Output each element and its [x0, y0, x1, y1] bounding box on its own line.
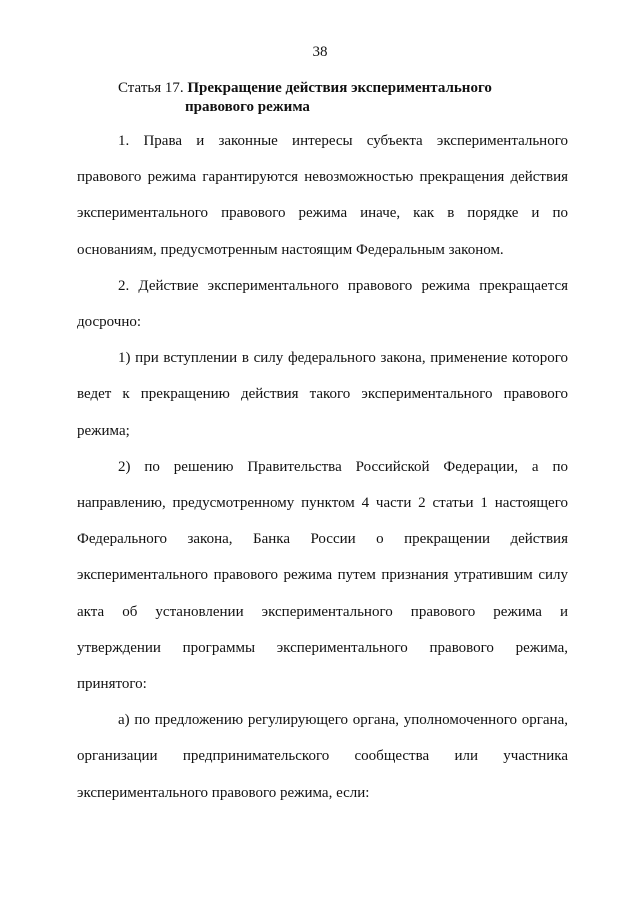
- article-heading: [118, 79, 492, 117]
- article-title-line-2: правового режима: [185, 99, 310, 115]
- paragraph-4: 2) по решению Правительства Российской Федерации, а по направлению, предусмотренному пунктом 4 части 2 статьи 1 настоящего Федерального закона, Банка России о прекращении действия экспериментального правового режима путем признания утратившим силу акта об установлении экспериментального правового режима и утверждении программы экспериментального правового режима, принятого:: [77, 458, 568, 693]
- paragraph-2: 2. Действие экспериментального правового режима прекращается досрочно:: [77, 277, 568, 331]
- article-body: [77, 123, 568, 811]
- page-number: 38: [312, 44, 328, 60]
- article-label: Статья 17.: [118, 80, 184, 96]
- paragraph-5: а) по предложению регулирующего органа, уполномоченного органа, организации предпринимательского сообщества или участника экспериментального правового режима, если:: [77, 712, 568, 801]
- article-title-line-1: Прекращение действия экспериментального: [187, 80, 492, 96]
- paragraph-1: 1. Права и законные интересы субъекта экспериментального правового режима гарантируются невозможностью прекращения действия экспериментального правового режима иначе, как в порядке и по основаниям, предусмотренным настоящим Федеральным законом.: [77, 133, 568, 258]
- paragraph-3: 1) при вступлении в силу федерального закона, применение которого ведет к прекращению действия такого экспериментального правового режима;: [77, 350, 568, 439]
